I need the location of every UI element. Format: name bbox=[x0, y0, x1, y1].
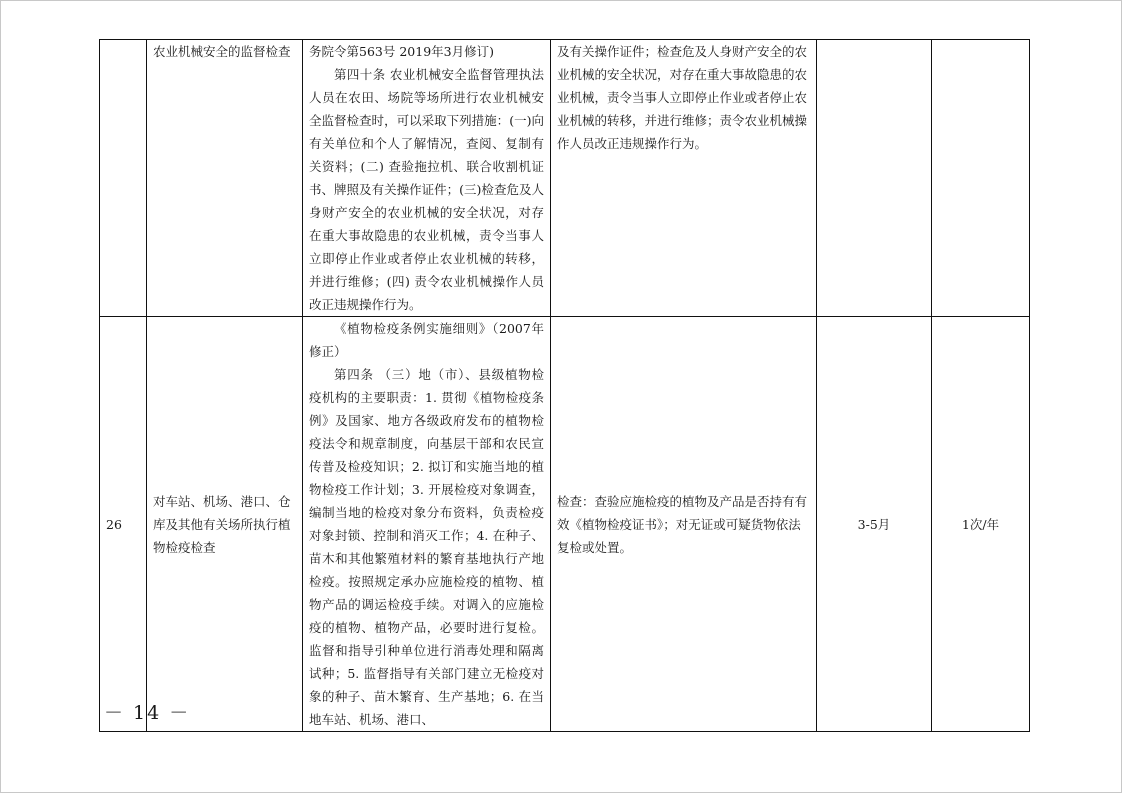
legal-basis-cell bbox=[303, 317, 551, 732]
inspection-item-cell: 对车站、机场、港口、仓库及其他有关场所执行植物检疫检查 bbox=[147, 317, 303, 732]
inspection-item-cell: 农业机械安全的监督检查 bbox=[147, 40, 303, 317]
table-row bbox=[100, 40, 1030, 317]
inspection-time-cell: 3-5月 bbox=[817, 317, 932, 732]
inspection-content-cell: 检查：查验应施检疫的植物及产品是否持有有效《植物检疫证书》；对无证或可疑货物依法复检或处置。 bbox=[551, 317, 817, 732]
legal-basis-article: 第四十条 农业机械安全监督管理执法人员在农田、场院等场所进行农业机械安全监督检查时，可以采取下列措施：(一)向有关单位和个人了解情况，查阅、复制有关资料；(二) 查验拖拉机、联合收割机证书、牌照及有关操作证件；(三)检查危及人身财产安全的农业机械的安全状况，对存在重大事故隐患的农业机械，责令当事人立即停止作业或者停止农业机械的转移，并进行维修；(四) 责令农业机械操作人员改正违规操作行为。 bbox=[309, 67, 544, 312]
inspection-time-cell bbox=[817, 40, 932, 317]
inspection-frequency-cell bbox=[932, 40, 1030, 317]
table-row bbox=[100, 317, 1030, 732]
inspection-table bbox=[99, 39, 1030, 732]
legal-basis-title: 《植物检疫条例实施细则》（2007年修正） bbox=[309, 321, 544, 359]
legal-basis-line: 务院令第563号 2019年3月修订) bbox=[309, 44, 494, 59]
inspection-frequency-cell: 1次/年 bbox=[932, 317, 1030, 732]
legal-basis-cell bbox=[303, 40, 551, 317]
inspection-content-cell: 及有关操作证件；检查危及人身财产安全的农业机械的安全状况，对存在重大事故隐患的农业机械，责令当事人立即停止作业或者停止农业机械的转移，并进行维修；责令农业机械操作人员改正违规操作行为。 bbox=[551, 40, 817, 317]
page-number: － 14 － bbox=[104, 702, 191, 724]
row-number-cell bbox=[100, 40, 147, 317]
row-number-cell: 26 bbox=[100, 317, 147, 732]
legal-basis-article: 第四条 （三）地（市）、县级植物检疫机构的主要职责：1. 贯彻《植物检疫条例》及国家、地方各级政府发布的植物检疫法令和规章制度，向基层干部和农民宣传普及检疫知识；2. 拟订和实施当地的植物检疫工作计划；3. 开展检疫对象调查，编制当地的检疫对象分布资料，负责检疫对象封锁、控制和消灭工作；4. 在种子、苗木和其他繁殖材料的繁育基地执行产地检疫。按照规定承办应施检疫的植物、植物产品的调运检疫手续。对调入的应施检疫的植物、植物产品，必要时进行复检。监督和指导引种单位进行消毒处理和隔离试种；5. 监督指导有关部门建立无检疫对象的种子、苗木繁育、生产基地；6. 在当地车站、机场、港口、 bbox=[309, 367, 544, 727]
